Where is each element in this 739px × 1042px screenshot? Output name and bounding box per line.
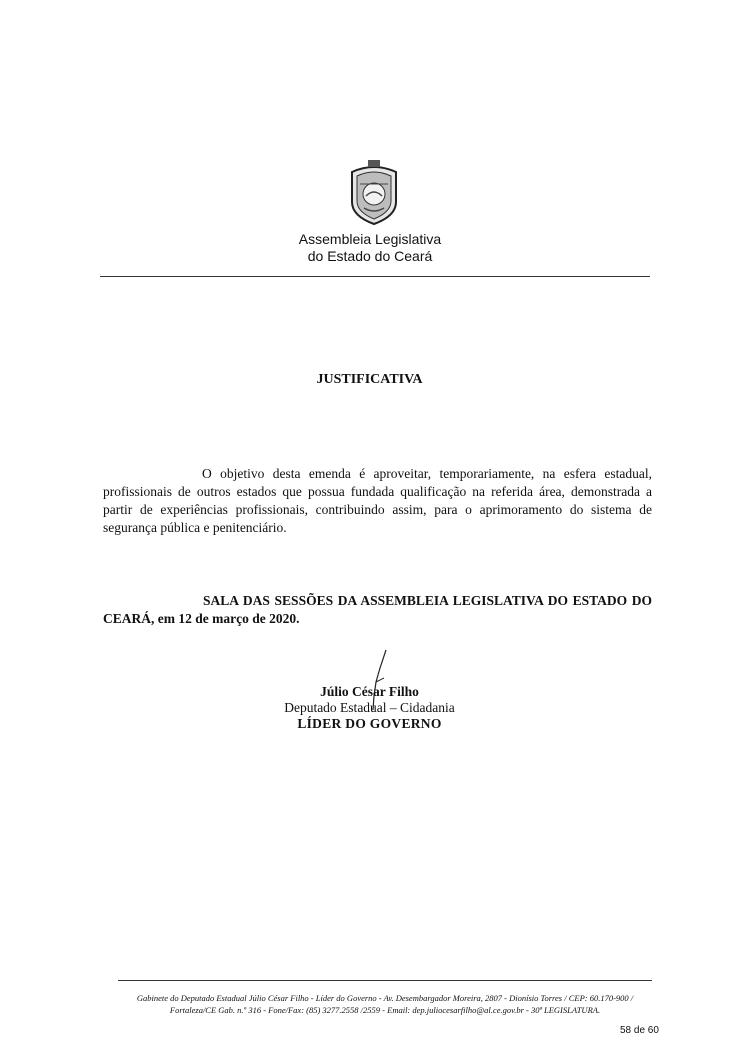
signatory-position: LÍDER DO GOVERNO — [297, 716, 442, 731]
session-block — [103, 592, 652, 628]
org-name-line1: Assembleia Legislativa — [298, 231, 442, 247]
footer-line2: Fortaleza/CE Gab. n.º 316 - Fone/Fax: (85) 3277.2558 /2559 - Email: dep.juliocesarfilho@al.ce.gov.br - 30ª LEGISLATURA. — [169, 1005, 601, 1015]
org-name-line2: do Estado do Ceará — [307, 248, 433, 264]
signatory-name: Júlio César Filho — [320, 684, 419, 699]
signatory-role: Deputado Estadual – Cidadania — [284, 700, 455, 715]
session-statement: SALA DAS SESSÕES DA ASSEMBLEIA LEGISLATIVA DO ESTADO DO CEARÁ, em 12 de março de 2020. — [103, 593, 652, 626]
document-title: JUSTIFICATIVA — [316, 372, 423, 387]
justification-block — [103, 465, 652, 537]
footer-divider — [118, 980, 652, 981]
state-seal-emblem — [346, 158, 402, 226]
page-number: 58 de 60 — [620, 1025, 659, 1036]
header-divider — [100, 276, 650, 277]
footer-line1: Gabinete do Deputado Estadual Júlio César Filho - Líder do Governo - Av. Desembargador Moreira, 2807 - Dionísio Torres / CEP: 60.170-900 / — [136, 993, 634, 1003]
justification-paragraph: O objetivo desta emenda é aproveitar, temporariamente, na esfera estadual, profissionais de outros estados que possua fundada qualificação na referida área, demonstrada a partir de experiências profissionais, contribuindo assim, para o aprimoramento do sistema de segurança pública e penitenciário. — [103, 466, 652, 535]
